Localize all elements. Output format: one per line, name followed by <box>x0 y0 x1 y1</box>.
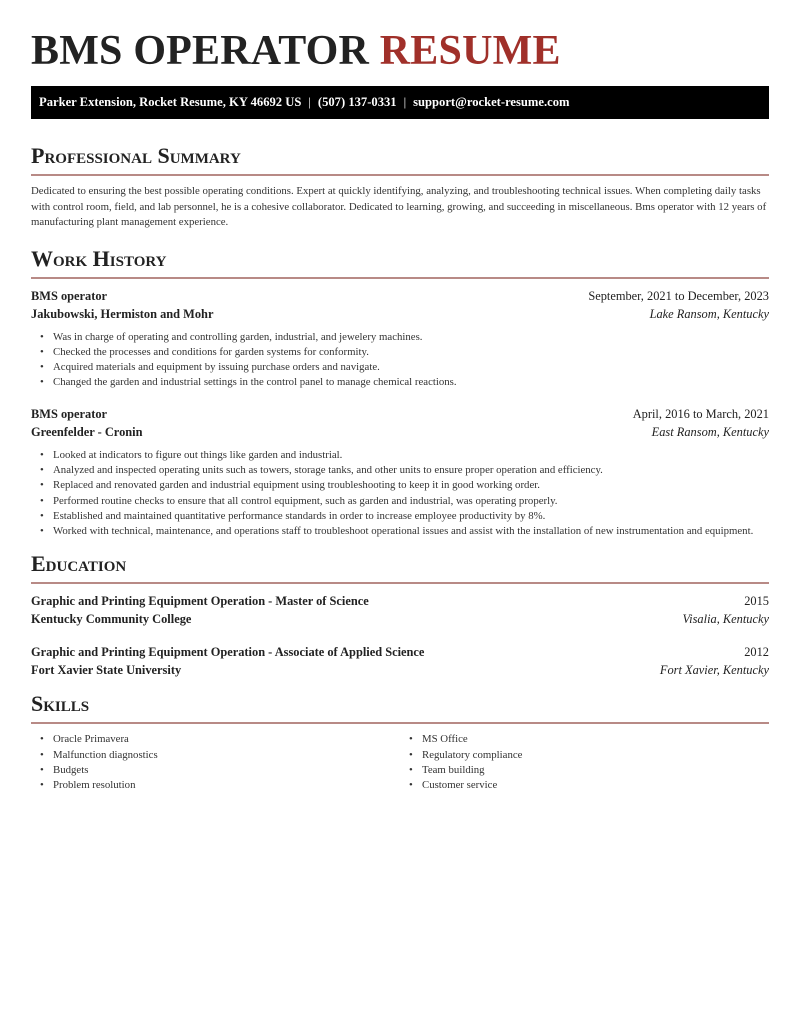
education-school: Fort Xavier State University <box>31 663 182 678</box>
job-title: BMS operator <box>31 406 108 421</box>
contact-separator: | <box>308 95 311 109</box>
job-header-row <box>31 287 769 305</box>
job-entry <box>31 287 769 391</box>
job-location: East Ransom, Kentucky <box>651 424 769 439</box>
skill-item: • Malfunction diagnostics <box>53 748 400 763</box>
skill-item: • Customer service <box>422 778 769 793</box>
section-heading: Education <box>31 551 127 577</box>
education-degree: Graphic and Printing Equipment Operation - Master of Science <box>31 594 369 609</box>
contact-email[interactable]: support@rocket-resume.com <box>413 95 570 109</box>
skill-item: • MS Office <box>422 732 769 747</box>
skill-item: • Team building <box>422 763 769 778</box>
section-heading: Professional Summary <box>31 143 241 168</box>
job-company-row <box>31 423 769 441</box>
education-location: Fort Xavier, Kentucky <box>659 663 769 678</box>
section-skills <box>31 691 769 793</box>
education-school: Kentucky Community College <box>31 612 192 627</box>
job-company-row <box>31 305 769 323</box>
education-degree-row <box>31 592 769 610</box>
skill-item: • Oracle Primavera <box>53 732 400 747</box>
skills-column-right <box>400 732 769 793</box>
job-bullet: • Established and maintained quantitative performance standards in order to increase employee productivity by 8%. <box>53 509 769 524</box>
contact-phone[interactable]: (507) 137-0331 <box>317 95 397 109</box>
summary-text: Dedicated to ensuring the best possible operating conditions. Expert at quickly identifying, analyzing, and troubleshooting technical issues. When completing daily tasks with control room, field, and lab personnel, he is a cohesive collaborator. Dedicated to learning, growing, and succeeding in miscellaneous. Bms operator with 12 years of manufacturing plant management experience. <box>31 185 767 228</box>
section-heading: Work History <box>31 245 167 271</box>
job-dates: September, 2021 to December, 2023 <box>588 288 769 303</box>
job-entry <box>31 405 769 540</box>
job-bullet: • Was in charge of operating and controlling garden, industrial, and jewelery machines. <box>53 330 769 345</box>
contact-address: Parker Extension, Rocket Resume, KY 46692 US <box>39 95 302 109</box>
skills-column-left <box>31 732 400 793</box>
section-divider <box>31 582 769 584</box>
job-header-row <box>31 405 769 423</box>
section-divider <box>31 722 769 724</box>
job-company: Jakubowski, Hermiston and Mohr <box>31 306 214 321</box>
skills-grid <box>31 732 769 793</box>
job-bullet: • Changed the garden and industrial settings in the control panel to manage chemical reactions. <box>53 375 769 390</box>
education-entry <box>31 643 769 679</box>
job-bullet: • Performed routine checks to ensure that all control equipment, such as garden and industrial, was operating properly. <box>53 494 769 509</box>
job-bullet: • Checked the processes and conditions for garden systems for conformity. <box>53 345 769 360</box>
section-professional-summary <box>31 143 769 231</box>
job-bullet: • Looked at indicators to figure out things like garden and industrial. <box>53 448 769 463</box>
job-bullet: • Replaced and renovated garden and industrial equipment using troubleshooting to keep it in good working order. <box>53 478 769 493</box>
job-title: BMS operator <box>31 288 108 303</box>
job-bullet: • Acquired materials and equipment by issuing purchase orders and navigate. <box>53 360 769 375</box>
skill-item: • Problem resolution <box>53 778 400 793</box>
title-main: BMS OPERATOR <box>31 28 370 74</box>
section-education <box>31 551 769 679</box>
education-degree: Graphic and Printing Equipment Operation - Associate of Applied Science <box>31 645 425 660</box>
job-company: Greenfelder - Cronin <box>31 424 143 439</box>
skill-item: • Regulatory compliance <box>422 748 769 763</box>
skill-item: • Budgets <box>53 763 400 778</box>
job-bullets <box>31 448 769 540</box>
section-divider <box>31 277 769 279</box>
section-divider <box>31 174 769 176</box>
education-school-row <box>31 661 769 679</box>
contact-separator: | <box>403 95 407 109</box>
education-school-row <box>31 610 769 628</box>
job-location: Lake Ransom, Kentucky <box>649 306 769 321</box>
education-location: Visalia, Kentucky <box>682 612 769 627</box>
education-degree-row <box>31 643 769 661</box>
education-entry <box>31 592 769 628</box>
job-bullet: • Analyzed and inspected operating units such as towers, storage tanks, and other units to ensure proper operation and efficiency. <box>53 463 769 478</box>
job-bullet: • Worked with technical, maintenance, and operations staff to troubleshoot operational issues and assist with the installation of new instrumentation and equipment. <box>53 524 769 539</box>
resume-title <box>31 0 769 75</box>
education-year: 2012 <box>744 645 769 660</box>
title-accent: RESUME <box>379 28 561 74</box>
education-year: 2015 <box>744 594 769 609</box>
job-bullets <box>31 330 769 391</box>
job-dates: April, 2016 to March, 2021 <box>632 406 769 421</box>
section-heading: Skills <box>31 691 90 717</box>
contact-bar <box>31 86 769 119</box>
section-work-history <box>31 246 769 540</box>
